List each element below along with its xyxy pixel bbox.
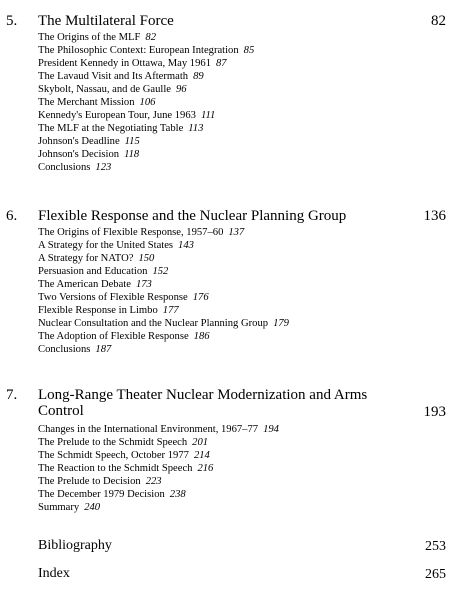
section-title: Skybolt, Nassau, and de Gaulle bbox=[38, 84, 171, 95]
section-page: 173 bbox=[135, 279, 152, 290]
list-item bbox=[38, 304, 438, 317]
section-title: Conclusions bbox=[38, 344, 91, 355]
bibliography-title: Bibliography bbox=[38, 538, 112, 553]
bibliography-page: 253 bbox=[425, 539, 446, 554]
list-item bbox=[38, 265, 438, 278]
section-title: The Schmidt Speech, October 1977 bbox=[38, 450, 189, 461]
list-item bbox=[38, 161, 438, 174]
list-item bbox=[38, 226, 438, 239]
list-item bbox=[38, 317, 438, 330]
list-item bbox=[38, 278, 438, 291]
chapter-title-line-1: Long-Range Theater Nuclear Modernization and Arms bbox=[38, 387, 368, 403]
section-page: 96 bbox=[176, 84, 187, 95]
section-title: The Origins of the MLF bbox=[38, 32, 141, 43]
list-item bbox=[38, 122, 438, 135]
section-page: 187 bbox=[95, 344, 112, 355]
chapter-page: 136 bbox=[423, 208, 446, 224]
index-page: 265 bbox=[425, 567, 446, 582]
list-item bbox=[38, 96, 438, 109]
section-title: The Adoption of Flexible Response bbox=[38, 331, 189, 342]
list-item bbox=[38, 423, 438, 436]
section-page: 216 bbox=[197, 463, 214, 474]
list-item bbox=[38, 436, 438, 449]
chapter-page: 82 bbox=[431, 13, 446, 29]
section-page: 115 bbox=[124, 136, 140, 147]
chapter-title: Flexible Response and the Nuclear Planning Group bbox=[38, 208, 347, 224]
section-title: A Strategy for NATO? bbox=[38, 253, 134, 264]
section-page: 150 bbox=[138, 253, 155, 264]
section-page: 113 bbox=[188, 123, 204, 134]
section-page: 214 bbox=[193, 450, 210, 461]
section-title: The Philosophic Context: European Integration bbox=[38, 45, 239, 56]
section-title: The Lavaud Visit and Its Aftermath bbox=[38, 71, 189, 82]
section-title: The Origins of Flexible Response, 1957–60 bbox=[38, 227, 224, 238]
chapter-number: 5. bbox=[6, 13, 18, 29]
chapter-page: 193 bbox=[423, 404, 446, 420]
list-item bbox=[38, 109, 438, 122]
list-item bbox=[38, 31, 438, 44]
section-title: The Prelude to the Schmidt Speech bbox=[38, 437, 188, 448]
list-item bbox=[38, 148, 438, 161]
section-title: The December 1979 Decision bbox=[38, 489, 165, 500]
list-item bbox=[38, 239, 438, 252]
chapter-number: 6. bbox=[6, 208, 18, 224]
section-page: 186 bbox=[193, 331, 210, 342]
section-list bbox=[38, 226, 438, 356]
section-title: The Merchant Mission bbox=[38, 97, 135, 108]
section-title: The MLF at the Negotiating Table bbox=[38, 123, 184, 134]
section-title: Summary bbox=[38, 502, 80, 513]
list-item bbox=[38, 343, 438, 356]
list-item bbox=[38, 291, 438, 304]
section-page: 89 bbox=[193, 71, 204, 82]
section-title: Kennedy's European Tour, June 1963 bbox=[38, 110, 196, 121]
list-item bbox=[38, 44, 438, 57]
list-item bbox=[38, 330, 438, 343]
section-page: 152 bbox=[152, 266, 169, 277]
section-page: 194 bbox=[263, 424, 279, 435]
section-page: 123 bbox=[95, 162, 112, 173]
section-list bbox=[38, 31, 438, 174]
chapter-title: The Multilateral Force bbox=[38, 13, 174, 29]
section-page: 223 bbox=[145, 476, 162, 487]
chapter-title-line-2: Control bbox=[38, 403, 84, 419]
section-page: 106 bbox=[139, 97, 156, 108]
list-item bbox=[38, 462, 438, 475]
section-page: 179 bbox=[273, 318, 289, 329]
list-item bbox=[38, 83, 438, 96]
list-item bbox=[38, 475, 438, 488]
section-page: 201 bbox=[192, 437, 209, 448]
chapter-title bbox=[38, 387, 388, 419]
section-title: Changes in the International Environment, 1967–77 bbox=[38, 424, 259, 435]
section-page: 176 bbox=[192, 292, 209, 303]
section-title: Nuclear Consultation and the Nuclear Planning Group bbox=[38, 318, 269, 329]
section-page: 85 bbox=[243, 45, 255, 56]
section-page: 82 bbox=[145, 32, 156, 43]
section-page: 137 bbox=[228, 227, 245, 238]
section-page: 118 bbox=[124, 149, 140, 160]
list-item bbox=[38, 252, 438, 265]
section-title: Two Versions of Flexible Response bbox=[38, 292, 188, 303]
section-page: 87 bbox=[216, 58, 227, 69]
section-title: Persuasion and Education bbox=[38, 266, 148, 277]
list-item bbox=[38, 501, 438, 514]
list-item bbox=[38, 135, 438, 148]
section-title: The Prelude to Decision bbox=[38, 476, 141, 487]
list-item bbox=[38, 488, 438, 501]
section-page: 240 bbox=[84, 502, 101, 513]
list-item bbox=[38, 449, 438, 462]
section-title: President Kennedy in Ottawa, May 1961 bbox=[38, 58, 211, 69]
section-page: 238 bbox=[169, 489, 186, 500]
section-page: 177 bbox=[162, 305, 179, 316]
index-title: Index bbox=[38, 566, 70, 581]
section-title: A Strategy for the United States bbox=[38, 240, 174, 251]
section-title: Flexible Response in Limbo bbox=[38, 305, 158, 316]
section-title: Johnson's Deadline bbox=[38, 136, 120, 147]
section-page: 143 bbox=[178, 240, 194, 251]
chapter-number: 7. bbox=[6, 387, 18, 403]
section-page: 111 bbox=[200, 110, 216, 121]
section-list bbox=[38, 423, 438, 514]
section-title: The Reaction to the Schmidt Speech bbox=[38, 463, 193, 474]
section-title: Conclusions bbox=[38, 162, 91, 173]
list-item bbox=[38, 57, 438, 70]
list-item bbox=[38, 70, 438, 83]
section-title: The American Debate bbox=[38, 279, 131, 290]
section-title: Johnson's Decision bbox=[38, 149, 120, 160]
